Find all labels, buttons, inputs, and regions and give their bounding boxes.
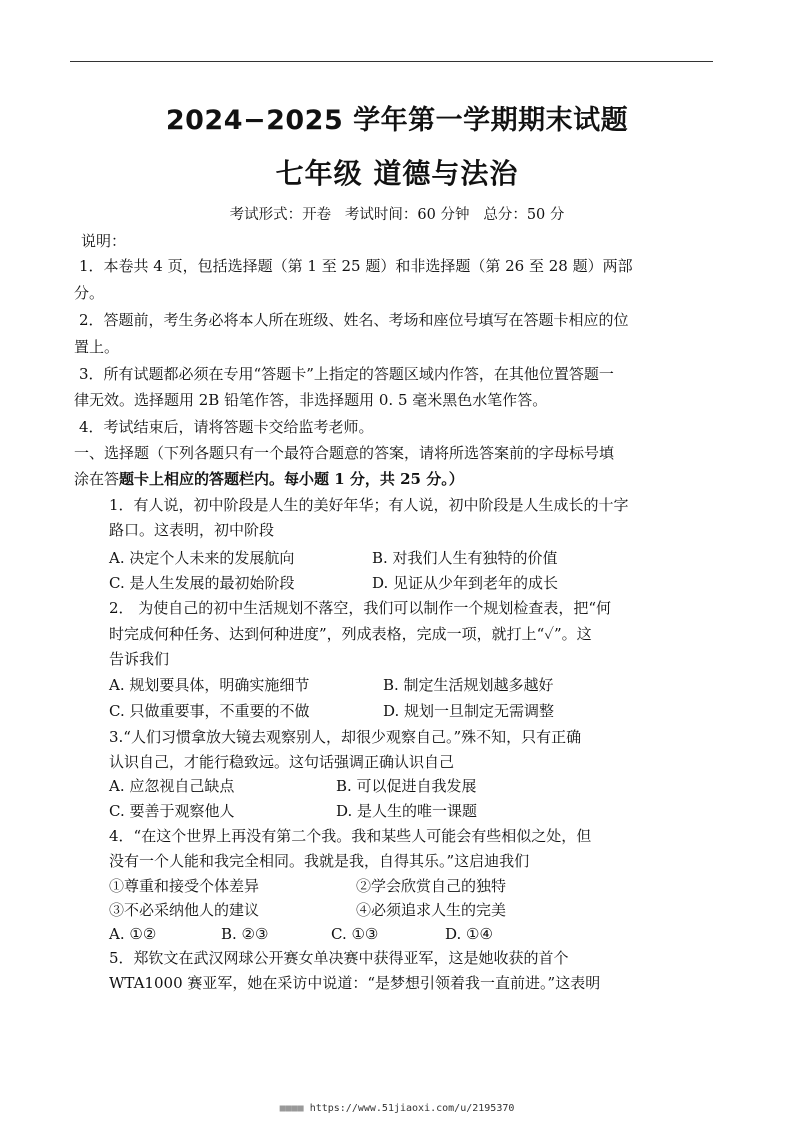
question-4-option-d: D. ①④ xyxy=(445,925,493,943)
section-1-heading-line-1: 一、选择题（下列各题只有一个最符合题意的答案，请将所选答案前的字母标号填 xyxy=(74,444,615,462)
instruction-2-line-1: 2．答题前，考生务必将本人所在班级、姓名、考场和座位号填写在答题卡相应的位 xyxy=(79,311,629,329)
question-1-line-1: 1．有人说，初中阶段是人生的美好年华；有人说，初中阶段是人生成长的十字 xyxy=(109,496,629,514)
footer-watermark-mark: ■■■■ xyxy=(279,1103,304,1114)
question-1-option-b: B. 对我们人生有独特的价值 xyxy=(372,549,558,567)
question-5-line-2: WTA1000 赛亚军，她在采访中说道：“是梦想引领着我一直前进。”这表明 xyxy=(109,974,601,992)
question-2-line-3: 告诉我们 xyxy=(109,650,170,668)
question-4-line-1: 4．“在这个世界上再没有第二个我。我和某些人可能会有些相似之处，但 xyxy=(109,827,592,845)
exam-meta: 考试形式：开卷 考试时间：60 分钟 总分：50 分 xyxy=(229,207,565,223)
exam-subtitle: 七年级 道德与法治 xyxy=(275,157,519,190)
question-1-option-a: A. 决定个人未来的发展航向 xyxy=(109,549,295,567)
question-4-statement-1: ①尊重和接受个体差异 xyxy=(109,877,260,895)
question-1-option-c: C. 是人生发展的最初始阶段 xyxy=(109,574,295,592)
page-footer xyxy=(0,1103,794,1114)
question-3-option-b: B. 可以促进自我发展 xyxy=(336,777,477,795)
question-3-line-2: 认识自己，才能行稳致远。这句话强调正确认识自己 xyxy=(109,753,455,771)
exam-title: 2024−2025 学年第一学期期末试题 xyxy=(165,105,629,136)
question-3-option-c: C. 要善于观察他人 xyxy=(109,802,235,820)
instruction-1-line-2: 分。 xyxy=(74,284,105,302)
question-3-line-1: 3.“人们习惯拿放大镜去观察别人，却很少观察自己。”殊不知，只有正确 xyxy=(109,728,582,746)
instruction-1-line-1: 1．本卷共 4 页，包括选择题（第 1 至 25 题）和非选择题（第 26 至 28 题）两部 xyxy=(79,257,633,275)
instruction-3-line-2: 律无效。选择题用 2B 铅笔作答，非选择题用 0. 5 毫米黑色水笔作答。 xyxy=(74,391,548,409)
question-4-option-a: A. ①② xyxy=(109,925,157,943)
question-4-option-c: C. ①③ xyxy=(331,925,379,943)
question-1-option-d: D. 见证从少年到老年的成长 xyxy=(372,574,559,592)
question-4-statement-3: ③不必采纳他人的建议 xyxy=(109,901,260,919)
question-4-statement-4: ④必须追求人生的完美 xyxy=(356,901,507,919)
question-3-option-d: D. 是人生的唯一课题 xyxy=(336,802,478,820)
question-5-line-1: 5．郑钦文在武汉网球公开赛女单决赛中获得亚军，这是她收获的首个 xyxy=(109,949,569,967)
instructions-heading: 说明： xyxy=(81,232,127,250)
section-1-heading-line-2 xyxy=(74,469,464,489)
question-4-option-b: B. ②③ xyxy=(221,925,269,943)
section-1-heading-bold: 题卡上相应的答题栏内。每小题 1 分，共 25 分。） xyxy=(119,470,464,488)
footer-url-link[interactable]: https://www.51jiaoxi.com/u/2195370 xyxy=(309,1103,515,1114)
header-rule xyxy=(70,61,713,62)
question-2-option-a: A. 规划要具体，明确实施细节 xyxy=(109,676,310,694)
instruction-3-line-1: 3．所有试题都必须在专用“答题卡”上指定的答题区域内作答，在其他位置答题一 xyxy=(79,365,614,383)
question-2-line-2: 时完成何种任务、达到何种进度”，列成表格，完成一项，就打上“✓”。这 xyxy=(109,625,592,643)
question-4-line-2: 没有一个人能和我完全相同。我就是我，自得其乐。”这启迪我们 xyxy=(109,852,530,870)
question-2-option-c: C. 只做重要事，不重要的不做 xyxy=(109,702,310,720)
instruction-4: 4．考试结束后，请将答题卡交给监考老师。 xyxy=(79,418,374,436)
question-3-option-a: A. 应忽视自己缺点 xyxy=(109,777,235,795)
question-4-statement-2: ②学会欣赏自己的独特 xyxy=(356,877,507,895)
section-1-heading-plain: 涂在答 xyxy=(74,470,120,488)
question-2-option-d: D. 规划一旦制定无需调整 xyxy=(383,702,555,720)
question-2-line-1: 2． 为使自己的初中生活规划不落空，我们可以制作一个规划检查表，把“何 xyxy=(109,599,611,617)
question-2-option-b: B. 制定生活规划越多越好 xyxy=(383,676,554,694)
instruction-2-line-2: 置上。 xyxy=(74,338,120,356)
question-1-line-2: 路口。这表明，初中阶段 xyxy=(109,521,275,539)
